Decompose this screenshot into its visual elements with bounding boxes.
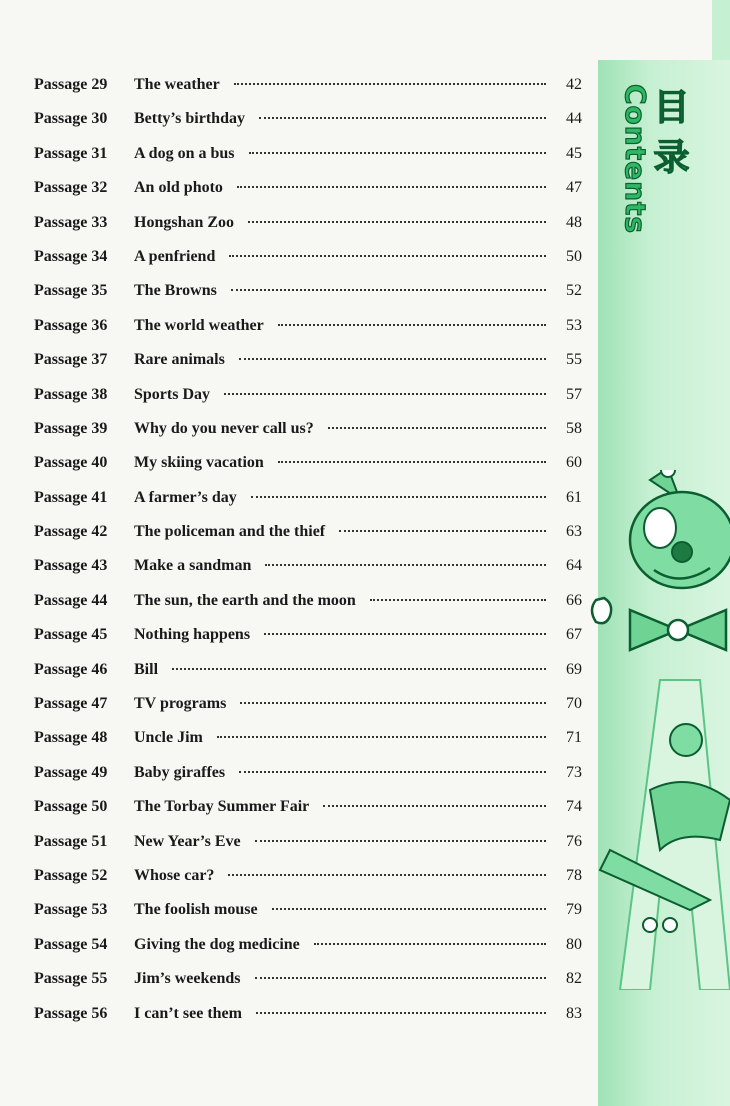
toc-title: Hongshan Zoo <box>134 213 235 231</box>
toc-title: A farmer’s day <box>134 488 237 506</box>
toc-leader-dots <box>328 427 546 429</box>
toc-passage: Passage 55 <box>34 970 108 988</box>
toc-row[interactable] <box>34 179 582 213</box>
toc-title: A penfriend <box>134 247 216 265</box>
toc-passage: Passage 54 <box>34 935 108 953</box>
toc-passage: Passage 52 <box>34 866 108 884</box>
toc-leader-dots <box>265 564 546 566</box>
toc-row[interactable] <box>34 386 582 420</box>
toc-passage: Passage 49 <box>34 763 108 781</box>
toc-title: I can’t see them <box>134 1004 242 1022</box>
toc-page-number: 57 <box>566 385 582 403</box>
toc-page-number: 82 <box>566 970 582 988</box>
toc-leader-dots <box>249 152 547 154</box>
toc-page-number: 53 <box>566 316 582 334</box>
toc-page-number: 66 <box>566 591 582 609</box>
toc-row[interactable] <box>34 626 582 660</box>
toc-row[interactable] <box>34 145 582 179</box>
toc-row[interactable] <box>34 695 582 729</box>
toc-passage: Passage 40 <box>34 454 108 472</box>
toc-passage: Passage 46 <box>34 660 108 678</box>
toc-row[interactable] <box>34 661 582 695</box>
toc-title: Giving the dog medicine <box>134 935 300 953</box>
toc-row[interactable] <box>34 798 582 832</box>
toc-page-number: 52 <box>566 282 582 300</box>
toc-page-number: 61 <box>566 488 582 506</box>
toc-row[interactable] <box>34 970 582 1004</box>
toc-title: My skiing vacation <box>134 454 264 472</box>
toc-row[interactable] <box>34 523 582 557</box>
toc-title: Why do you never call us? <box>134 419 314 437</box>
toc-page-number: 73 <box>566 763 582 781</box>
toc-page-number: 42 <box>566 76 582 93</box>
toc-leader-dots <box>264 633 546 635</box>
table-of-contents <box>34 76 582 1039</box>
contents-heading-zh: 目录 <box>648 88 689 188</box>
toc-leader-dots <box>272 908 546 910</box>
toc-title: The policeman and the thief <box>134 523 326 541</box>
toc-page-number: 80 <box>566 935 582 953</box>
toc-page-number: 55 <box>566 351 582 369</box>
toc-leader-dots <box>370 599 546 601</box>
side-band-edge <box>712 0 730 60</box>
toc-title: Sports Day <box>134 385 211 403</box>
toc-leader-dots <box>237 186 546 188</box>
toc-page-number: 70 <box>566 695 582 713</box>
toc-title: The weather <box>134 76 220 93</box>
toc-page-number: 79 <box>566 901 582 919</box>
toc-row[interactable] <box>34 110 582 144</box>
toc-row[interactable] <box>34 214 582 248</box>
toc-leader-dots <box>228 874 546 876</box>
toc-leader-dots <box>229 255 546 257</box>
toc-title: Betty’s birthday <box>134 110 245 128</box>
toc-leader-dots <box>234 83 546 85</box>
toc-title: The sun, the earth and the moon <box>134 591 356 609</box>
toc-page-number: 69 <box>566 660 582 678</box>
toc-passage: Passage 38 <box>34 385 108 403</box>
toc-leader-dots <box>339 530 546 532</box>
toc-leader-dots <box>256 1012 546 1014</box>
toc-title: Make a sandman <box>134 557 252 575</box>
toc-title: A dog on a bus <box>134 144 235 162</box>
toc-leader-dots <box>217 736 546 738</box>
toc-title: New Year’s Eve <box>134 832 241 850</box>
toc-leader-dots <box>255 840 546 842</box>
toc-page-number: 44 <box>566 110 582 128</box>
toc-page-number: 71 <box>566 729 582 747</box>
toc-leader-dots <box>251 496 546 498</box>
toc-row[interactable] <box>34 282 582 316</box>
toc-row[interactable] <box>34 351 582 385</box>
toc-page-number: 47 <box>566 179 582 197</box>
toc-title: The foolish mouse <box>134 901 258 919</box>
toc-passage: Passage 31 <box>34 144 108 162</box>
toc-passage: Passage 45 <box>34 626 108 644</box>
toc-page-number: 60 <box>566 454 582 472</box>
toc-page-number: 76 <box>566 832 582 850</box>
toc-row[interactable] <box>34 489 582 523</box>
toc-page-number: 78 <box>566 866 582 884</box>
toc-passage: Passage 47 <box>34 695 108 713</box>
toc-row[interactable] <box>34 420 582 454</box>
toc-leader-dots <box>239 358 546 360</box>
toc-passage: Passage 37 <box>34 351 108 369</box>
toc-leader-dots <box>248 221 546 223</box>
toc-title: TV programs <box>134 695 227 713</box>
toc-row[interactable] <box>34 248 582 282</box>
toc-row[interactable] <box>34 867 582 901</box>
toc-row[interactable] <box>34 454 582 488</box>
toc-row[interactable] <box>34 729 582 763</box>
toc-title: The Browns <box>134 282 217 300</box>
toc-row[interactable] <box>34 936 582 970</box>
toc-passage: Passage 36 <box>34 316 108 334</box>
toc-title: Uncle Jim <box>134 729 203 747</box>
toc-passage: Passage 30 <box>34 110 108 128</box>
toc-passage: Passage 53 <box>34 901 108 919</box>
toc-page-number: 48 <box>566 213 582 231</box>
toc-passage: Passage 43 <box>34 557 108 575</box>
toc-row[interactable] <box>34 1005 582 1039</box>
toc-passage: Passage 29 <box>34 76 108 93</box>
toc-leader-dots <box>255 977 546 979</box>
toc-page-number: 50 <box>566 247 582 265</box>
toc-page-number: 74 <box>566 798 582 816</box>
toc-leader-dots <box>259 117 546 119</box>
toc-row[interactable] <box>34 317 582 351</box>
toc-page-number: 67 <box>566 626 582 644</box>
toc-leader-dots <box>314 943 546 945</box>
toc-page-number: 64 <box>566 557 582 575</box>
toc-passage: Passage 42 <box>34 523 108 541</box>
toc-leader-dots <box>323 805 546 807</box>
toc-title: Rare animals <box>134 351 225 369</box>
toc-passage: Passage 41 <box>34 488 108 506</box>
toc-passage: Passage 56 <box>34 1004 108 1022</box>
toc-passage: Passage 51 <box>34 832 108 850</box>
toc-passage: Passage 44 <box>34 591 108 609</box>
toc-passage: Passage 50 <box>34 798 108 816</box>
toc-passage: Passage 33 <box>34 213 108 231</box>
toc-leader-dots <box>278 461 546 463</box>
toc-row[interactable] <box>34 557 582 591</box>
toc-title: The world weather <box>134 316 264 334</box>
toc-title: Bill <box>134 660 159 678</box>
toc-page-number: 45 <box>566 144 582 162</box>
toc-leader-dots <box>240 702 546 704</box>
toc-leader-dots <box>224 393 546 395</box>
toc-row[interactable] <box>34 76 582 110</box>
toc-leader-dots <box>172 668 546 670</box>
toc-title: Baby giraffes <box>134 763 226 781</box>
toc-passage: Passage 32 <box>34 179 108 197</box>
toc-title: Whose car? <box>134 866 215 884</box>
toc-page-number: 58 <box>566 419 582 437</box>
toc-page-number: 83 <box>566 1004 582 1022</box>
clown-illustration <box>590 470 730 990</box>
toc-passage: Passage 34 <box>34 247 108 265</box>
toc-title: Jim’s weekends <box>134 970 241 988</box>
toc-title: The Torbay Summer Fair <box>134 798 310 816</box>
toc-leader-dots <box>278 324 546 326</box>
toc-row[interactable] <box>34 833 582 867</box>
toc-page-number: 63 <box>566 523 582 541</box>
toc-passage: Passage 35 <box>34 282 108 300</box>
toc-row[interactable] <box>34 592 582 626</box>
toc-passage: Passage 48 <box>34 729 108 747</box>
contents-heading-en: Contents <box>619 84 652 235</box>
toc-passage: Passage 39 <box>34 419 108 437</box>
toc-leader-dots <box>239 771 546 773</box>
toc-title: Nothing happens <box>134 626 251 644</box>
side-band-top-gap <box>598 0 730 60</box>
toc-title: An old photo <box>134 179 223 197</box>
toc-row[interactable] <box>34 901 582 935</box>
toc-row[interactable] <box>34 764 582 798</box>
toc-leader-dots <box>231 289 546 291</box>
